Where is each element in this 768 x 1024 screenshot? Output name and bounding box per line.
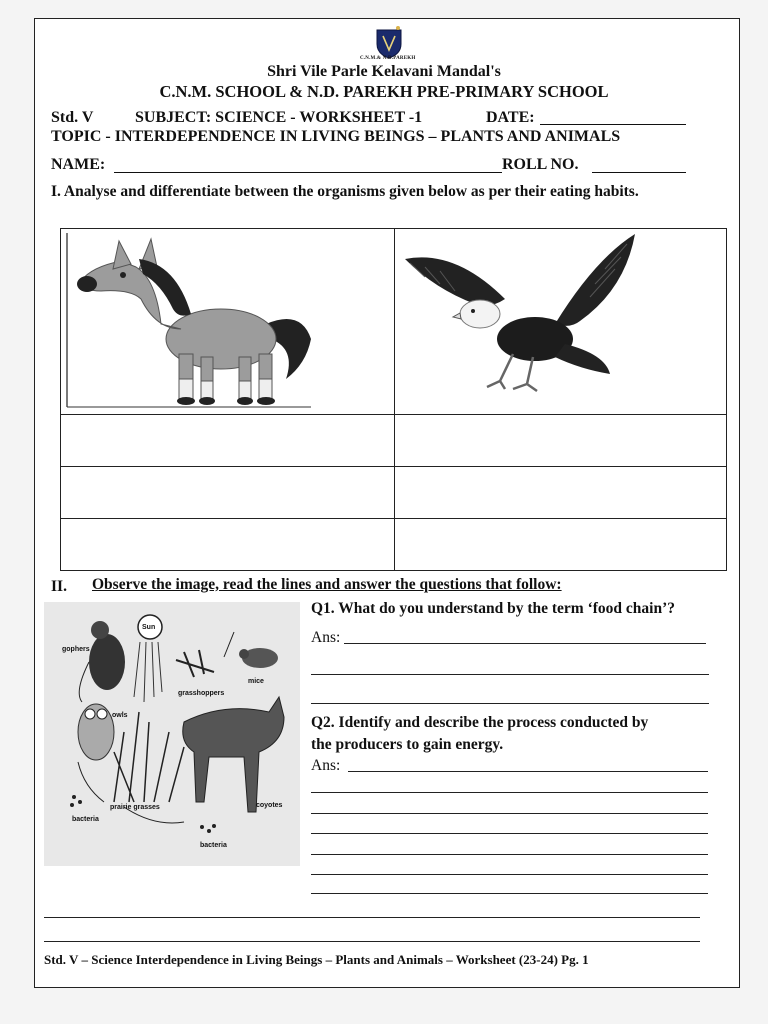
section1-instruction: I. Analyse and differentiate between the organisms given below as per their eating habits. (51, 183, 639, 200)
answer-cell-left-1[interactable] (61, 415, 395, 467)
full-answer-line-1[interactable] (44, 917, 700, 918)
mice-label: mice (248, 678, 264, 685)
subject-label: SUBJECT: SCIENCE - WORKSHEET -1 (135, 109, 423, 126)
full-answer-line-2[interactable] (44, 941, 700, 942)
section2-number: II. (51, 578, 67, 595)
prairie-grasses-label: prairie grasses (110, 804, 160, 811)
date-field[interactable] (540, 124, 686, 125)
answer-cell-right-1[interactable] (395, 415, 727, 467)
q1-answer-line-2[interactable] (311, 674, 709, 675)
answer-cell-right-3[interactable] (395, 519, 727, 571)
standard-label: Std. V (51, 109, 94, 126)
answer-cell-left-3[interactable] (61, 519, 395, 571)
bacteria-label-1: bacteria (72, 816, 99, 823)
gophers-label: gophers (62, 646, 90, 653)
grasshoppers-label: grasshoppers (178, 690, 225, 697)
school-logo-icon (374, 24, 404, 60)
horse-cell (61, 229, 395, 415)
organism-comparison-table (60, 228, 727, 571)
answer-cell-right-2[interactable] (395, 467, 727, 519)
q2-answer-line-6[interactable] (311, 874, 708, 875)
trust-name: Shri Vile Parle Kelavani Mandal's (267, 63, 501, 80)
q2-answer-line-3[interactable] (311, 813, 708, 814)
sun-label: Sun (142, 624, 156, 631)
q1-answer-line-3[interactable] (311, 703, 709, 704)
section2-instruction: Observe the image, read the lines and answer the questions that follow: (92, 576, 562, 593)
logo-text: C.N.M.& N.D.PAREKH (360, 56, 416, 61)
school-name: C.N.M. SCHOOL & N.D. PAREKH PRE-PRIMARY SCHOOL (159, 82, 609, 101)
answer-cell-left-2[interactable] (61, 467, 395, 519)
date-label: DATE: (486, 109, 535, 126)
roll-label: ROLL NO. (502, 156, 579, 173)
question-1: Q1. What do you understand by the term ‘food chain’? (311, 600, 676, 617)
q1-ans-label: Ans: (311, 629, 341, 646)
q2-answer-line-7[interactable] (311, 893, 708, 894)
horse-illustration (61, 229, 393, 409)
q2-ans-label: Ans: (311, 757, 341, 774)
bacteria-label-2: bacteria (200, 842, 227, 849)
q2-answer-line-5[interactable] (311, 854, 708, 855)
q2-answer-line-4[interactable] (311, 833, 708, 834)
coyotes-label: coyotes (256, 802, 283, 809)
question-2-line-2: the producers to gain energy. (311, 736, 504, 753)
topic-label: TOPIC - INTERDEPENDENCE IN LIVING BEINGS – PLANTS AND ANIMALS (51, 128, 621, 145)
q1-answer-line-1[interactable] (344, 643, 706, 644)
q2-answer-line-2[interactable] (311, 792, 708, 793)
owls-label: owls (112, 712, 128, 719)
question-2-line-1: Q2. Identify and describe the process conducted by (311, 714, 649, 731)
name-field[interactable] (114, 172, 502, 173)
name-label: NAME: (51, 156, 106, 173)
eagle-cell (395, 229, 727, 415)
food-chain-image (44, 602, 300, 866)
roll-number-field[interactable] (592, 172, 686, 173)
q2-answer-line-1[interactable] (348, 771, 708, 772)
footer-text: Std. V – Science Interdependence in Living Beings – Plants and Animals – Worksheet (23-24) Pg. 1 (44, 952, 589, 967)
eagle-illustration (395, 229, 725, 409)
